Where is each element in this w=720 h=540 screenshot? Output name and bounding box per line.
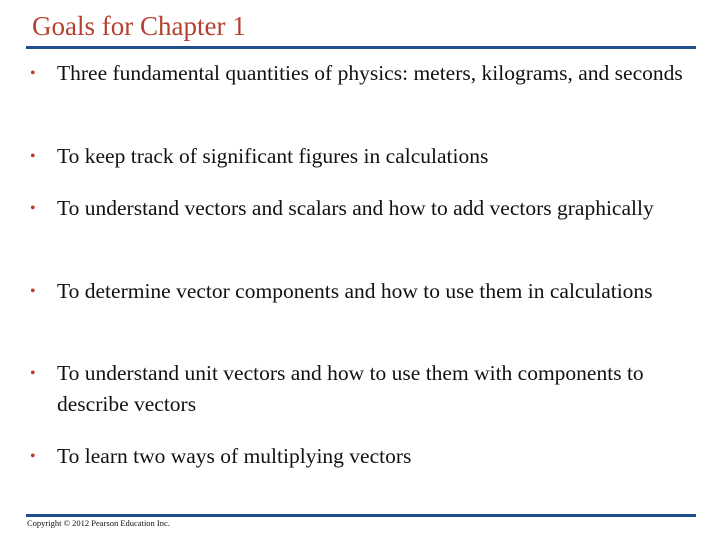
bullet-item [30,58,690,89]
footer-divider [26,514,696,517]
bullet-icon: • [30,200,36,217]
bullet-icon: • [30,448,36,465]
bullet-item [30,358,690,420]
bullet-icon: • [30,365,36,382]
copyright-notice: Copyright © 2012 Pearson Education Inc. [27,518,170,528]
bullet-item [30,193,690,224]
bullet-text: To determine vector components and how to use them in calculations [57,279,653,303]
bullet-icon: • [30,65,36,82]
bullet-item [30,276,690,307]
bullet-icon: • [30,283,36,300]
bullet-text: To learn two ways of multiplying vectors [57,444,412,468]
slide-title: Goals for Chapter 1 [32,11,246,41]
bullet-item [30,141,690,172]
bullet-text: To understand unit vectors and how to use them with components to describe vectors [57,361,644,416]
title-divider [26,46,696,49]
bullet-text: To understand vectors and scalars and how to add vectors graphically [57,196,654,220]
bullet-item [30,441,690,472]
bullet-text: Three fundamental quantities of physics: meters, kilograms, and seconds [57,61,683,85]
bullet-icon: • [30,148,36,165]
bullet-text: To keep track of significant figures in calculations [57,144,489,168]
